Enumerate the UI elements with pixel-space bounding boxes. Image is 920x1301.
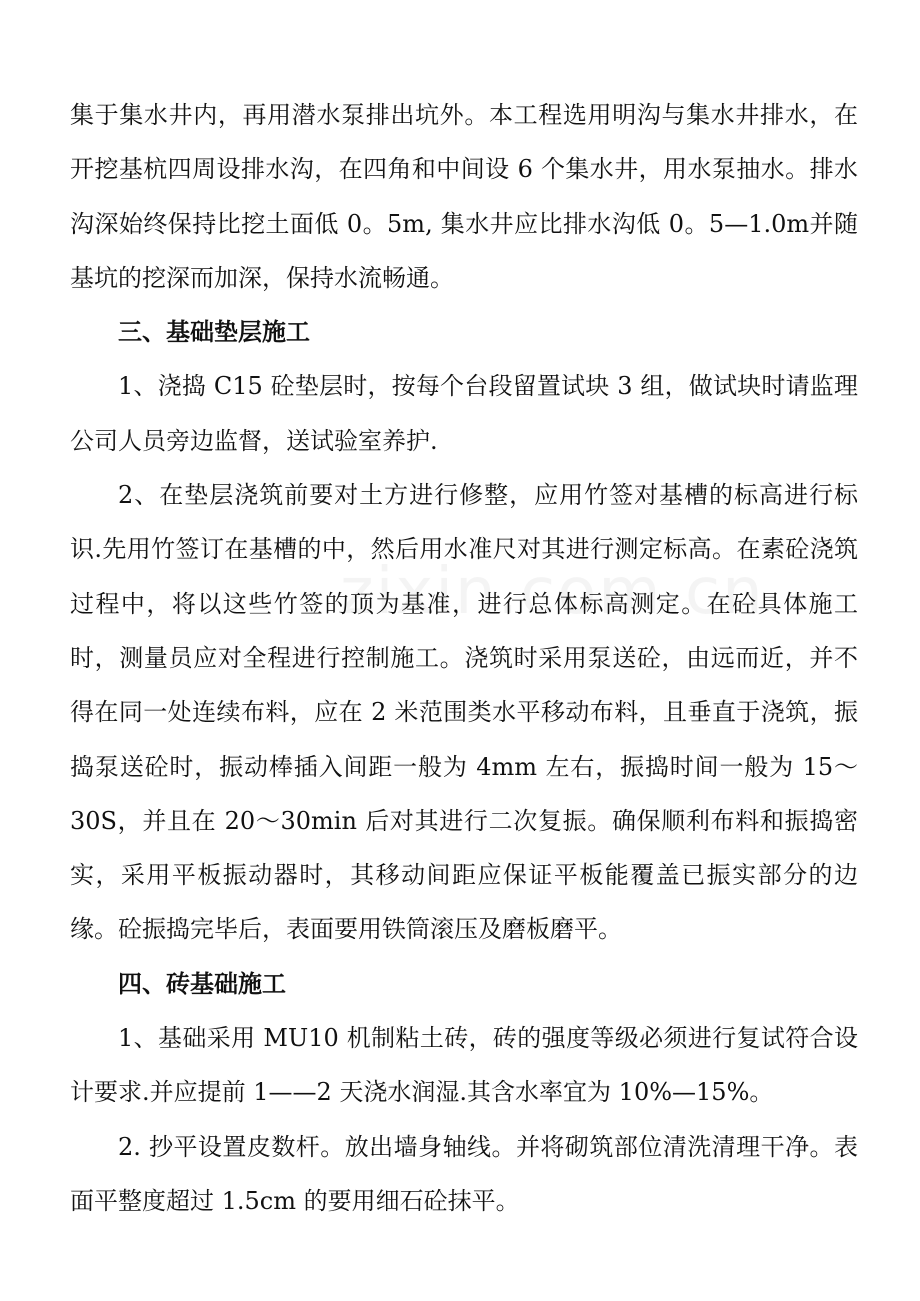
section-4-paragraph-1: 1、基础采用 MU10 机制粘土砖，砖的强度等级必须进行复试符合设计要求.并应提前 1——2 天浇水润湿.其含水率宜为 10%—15%。 (70, 1024, 858, 1107)
section-4-heading: 四、砖基础施工 (118, 968, 286, 998)
intro-paragraph: 集于集水井内，再用潜水泵排出坑外。本工程选用明沟与集水井排水，在开挖基杭四周设排水沟，在四角和中间设 6 个集水井，用水泵抽水。排水沟深始终保持比挖土面低 0。5m, 集水井应比排水沟低 0。5—1.0m并随基坑的挖深而加深，保持水流畅通。 (70, 101, 858, 292)
section-3-paragraph-1: 1、浇捣 C15 砼垫层时，按每个台段留置试块 3 组，做试块时请监理公司人员旁边监督，送试验室养护. (70, 372, 858, 455)
section-3-heading: 三、基础垫层施工 (118, 317, 310, 347)
section-3-paragraph-2: 2、在垫层浇筑前要对土方进行修整，应用竹签对基槽的标高进行标识.先用竹签订在基槽的中，然后用水准尺对其进行测定标高。在素砼浇筑过程中，将以这些竹签的顶为基准，进行总体标高测定。在砼具体施工时，测量员应对全程进行控制施工。浇筑时采用泵送砼，由远而近，并不得在同一处连续布料，应在 2 米范围类水平移动布料，且垂直于浇筑，振捣泵送砼时，振动棒插入间距一般为 4mm 左右，振捣时间一般为 15～30S，并且在 20～30min 后对其进行二次复振。确保顺利布料和振捣密实，采用平板振动器时，其移动间距应保证平板能覆盖已振实部分的边缘。砼振捣完毕后，表面要用铁筒滚压及磨板磨平。 (70, 481, 858, 944)
section-4-paragraph-2: 2. 抄平设置皮数杆。放出墙身轴线。并将砌筑部位清洗清理干净。表面平整度超过 1.5cm 的要用细石砼抹平。 (70, 1132, 858, 1215)
